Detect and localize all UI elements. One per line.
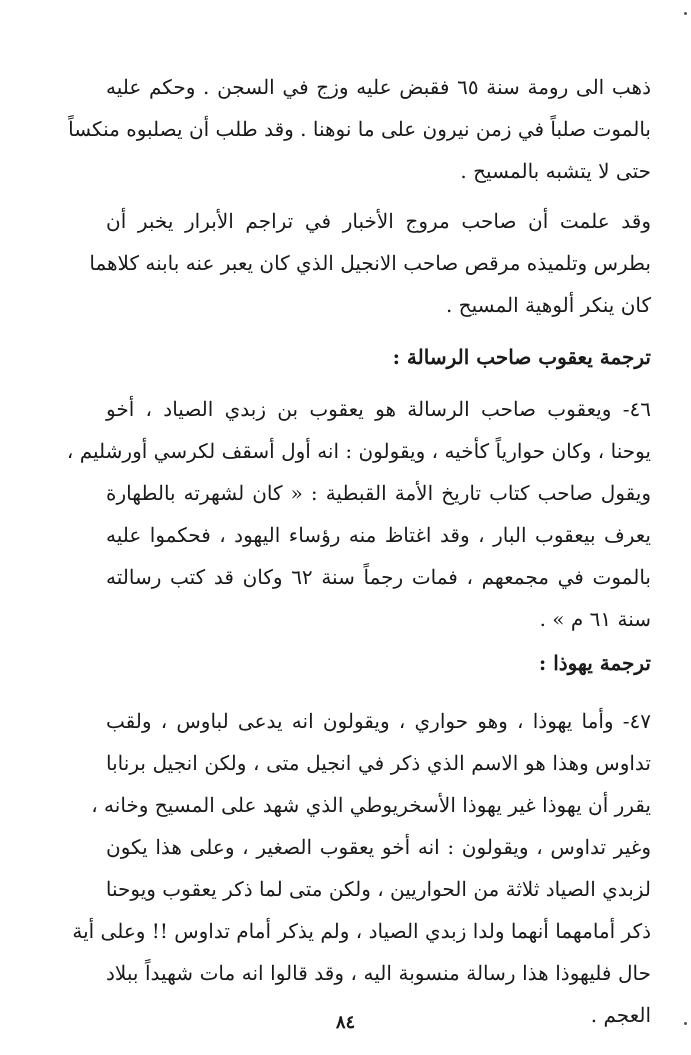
text-line: يعرف بيعقوب البار ، وقد اغتاظ منه رؤساء اليهود ، فحكموا عليه: [106, 523, 651, 547]
paragraph-james: [66, 388, 651, 640]
section-heading-judas: ترجمة يهوذا :: [538, 651, 651, 675]
text-line: ٤٦- ويعقوب صاحب الرسالة هو يعقوب بن زبدي الصياد ، أخو: [106, 397, 651, 421]
text-line: يقرر أن يهوذا غير يهوذا الأسخريوطي الذي شهد على المسيح وخانه ،: [91, 793, 651, 817]
scan-speck: [684, 1022, 687, 1025]
page-number: ٨٤: [335, 1012, 356, 1033]
text-line: لزبدي الصياد ثلاثة من الحواريين ، ولكن متى لما ذكر يعقوب ويوحنا: [105, 877, 651, 901]
paragraph-peter-death: [68, 66, 651, 192]
text-line: تداوس وهذا هو الاسم الذي ذكر في انجيل متى ، ولكن انجيل برنابا: [106, 751, 651, 775]
text-line: بالموت صلباً في زمن نيرون على ما نوهنا . وقد طلب أن يصلبوه منكساً: [68, 117, 651, 141]
paragraph-judas: [72, 700, 651, 1036]
text-line: كان ينكر ألوهية المسيح .: [445, 293, 651, 317]
text-line: بطرس وتلميذه مرقص صاحب الانجيل الذي كان يعبر عنه بابنه كلاهما: [89, 251, 651, 275]
text-line: ويقول صاحب كتاب تاريخ الأمة القبطية : « كان لشهرته بالطهارة: [106, 481, 651, 505]
text-line: بالموت في مجمعهم ، فمات رجماً سنة ٦٢ وكان قد كتب رسالته: [106, 565, 651, 589]
text-line: ٤٧- وأما يهوذا ، وهو حواري ، ويقولون انه يدعى لباوس ، ولقب: [106, 709, 651, 733]
text-line: حال فليهوذا هذا رسالة منسوبة اليه ، وقد قالوا انه مات شهيداً ببلاد: [106, 961, 651, 985]
text-line: ذهب الى رومة سنة ٦٥ فقبض عليه وزج في السجن . وحكم عليه: [106, 75, 651, 99]
text-line: وقد علمت أن صاحب مروج الأخبار في تراجم الأبرار يخبر أن: [106, 209, 651, 233]
text-line: حتى لا يتشبه بالمسيح .: [460, 159, 651, 183]
page-body: [66, 66, 651, 1036]
text-line: وغير تداوس ، ويقولون : انه أخو يعقوب الصغير ، وعلى هذا يكون: [106, 835, 651, 859]
text-line: ذكر أمامهما أنهما ولدا زبدي الصياد ، ولم يذكر أمام تداوس !! وعلى أية: [72, 919, 651, 943]
text-line: يوحنا ، وكان حوارياً كأخيه ، ويقولون : انه أول أسقف لكرسي أورشليم ،: [66, 439, 651, 463]
text-line: العجم .: [590, 1003, 651, 1027]
section-heading-james: ترجمة يعقوب صاحب الرسالة :: [392, 345, 651, 369]
paragraph-peter-mark: [89, 200, 651, 326]
scan-speck: [684, 12, 687, 15]
text-line: سنة ٦١ م » .: [539, 607, 651, 631]
